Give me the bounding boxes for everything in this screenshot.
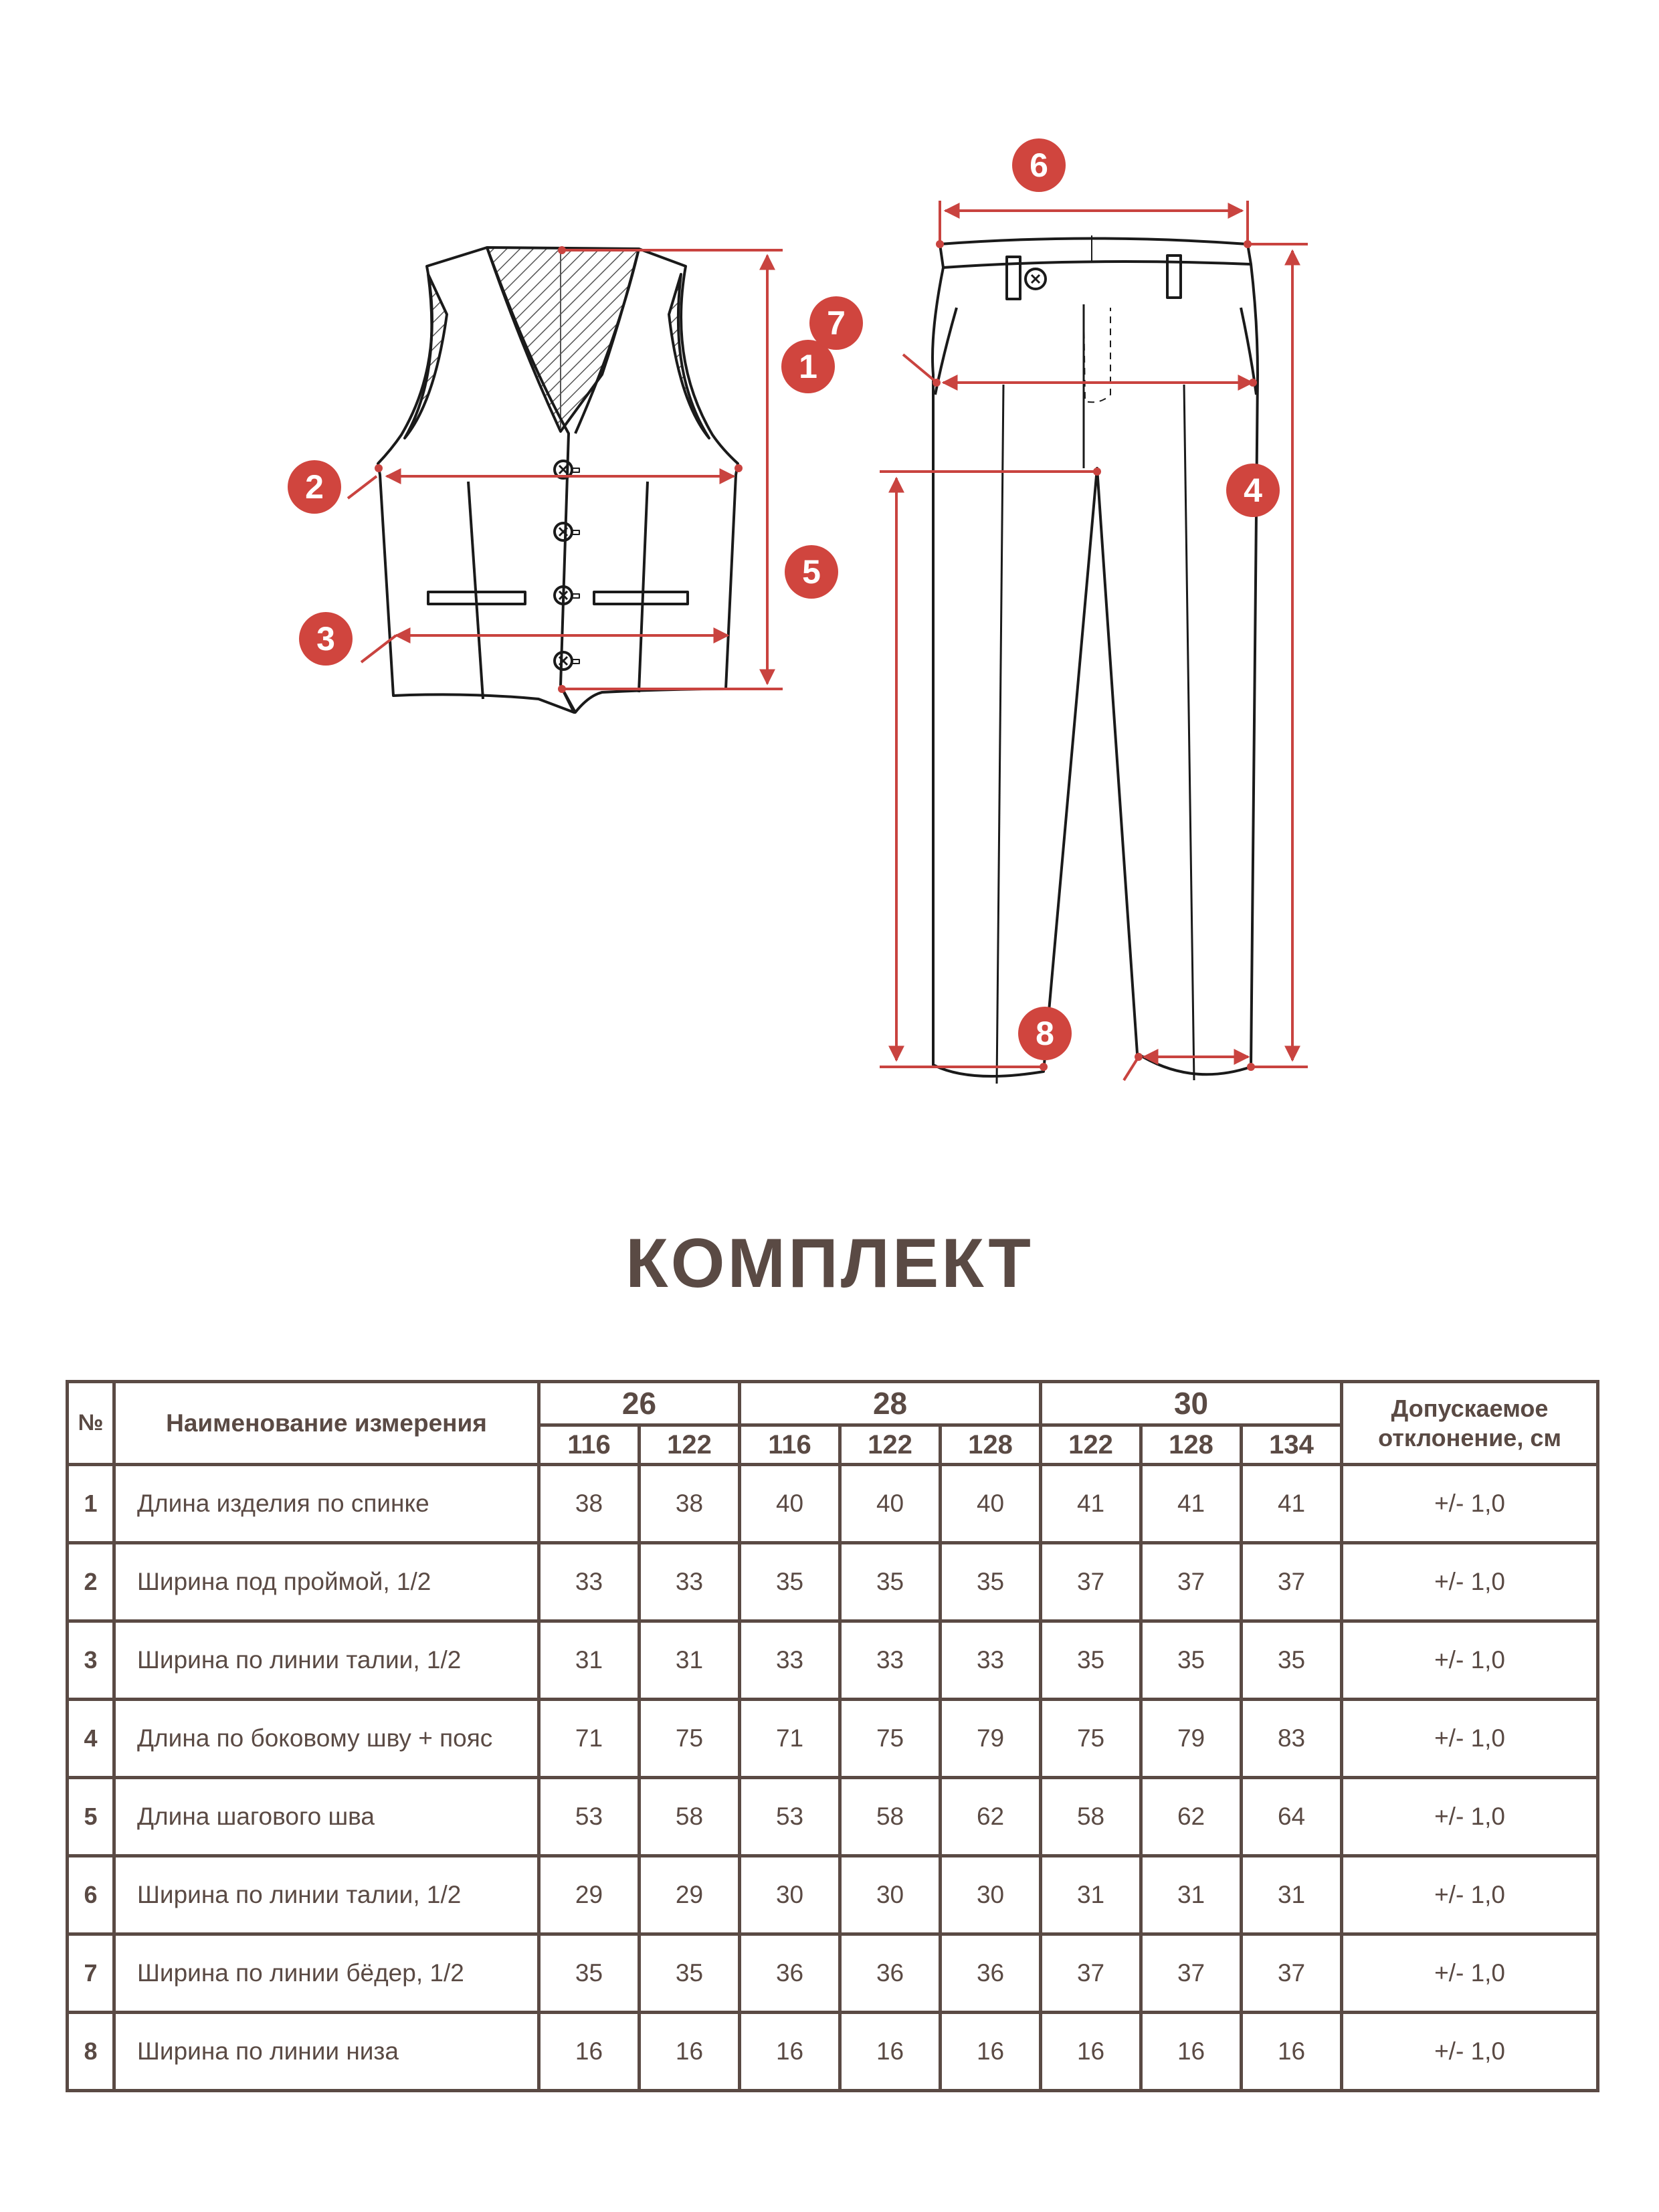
tolerance-value: +/- 1,0 <box>1342 1543 1598 1621</box>
size-value: 53 <box>539 1778 640 1856</box>
size-value: 37 <box>1041 1543 1141 1621</box>
header-size: 122 <box>640 1425 740 1465</box>
size-value: 33 <box>539 1543 640 1621</box>
size-value: 53 <box>740 1778 840 1856</box>
size-value: 16 <box>740 2013 840 2091</box>
size-value: 37 <box>1242 1934 1342 2013</box>
tolerance-value: +/- 1,0 <box>1342 1934 1598 2013</box>
size-value: 31 <box>539 1621 640 1700</box>
badge-label: 6 <box>1030 146 1048 184</box>
size-value: 29 <box>640 1856 740 1934</box>
header-size: 116 <box>740 1425 840 1465</box>
badge-label: 4 <box>1244 472 1262 509</box>
size-value: 75 <box>1041 1700 1141 1778</box>
size-value: 40 <box>941 1465 1041 1543</box>
size-value: 40 <box>840 1465 941 1543</box>
row-number: 4 <box>68 1700 114 1778</box>
header-size: 128 <box>941 1425 1041 1465</box>
size-value: 71 <box>539 1700 640 1778</box>
size-value: 16 <box>941 2013 1041 2091</box>
badge-label: 2 <box>305 468 324 506</box>
size-value: 58 <box>840 1778 941 1856</box>
header-group: 26 <box>539 1382 740 1425</box>
header-measurement-name: Наименование измерения <box>114 1382 539 1465</box>
measurement-name: Ширина по линии бёдер, 1/2 <box>114 1934 539 2013</box>
size-value: 64 <box>1242 1778 1342 1856</box>
table-row <box>68 1621 1598 1700</box>
size-value: 75 <box>840 1700 941 1778</box>
tolerance-value: +/- 1,0 <box>1342 1621 1598 1700</box>
size-value: 31 <box>1242 1856 1342 1934</box>
table-row <box>68 1465 1598 1543</box>
measurement-badge-8 <box>1018 1007 1072 1060</box>
size-value: 29 <box>539 1856 640 1934</box>
tolerance-value: +/- 1,0 <box>1342 1700 1598 1778</box>
header-group: 28 <box>740 1382 1041 1425</box>
vest-drawing <box>378 247 738 712</box>
tolerance-value: +/- 1,0 <box>1342 1465 1598 1543</box>
size-value: 30 <box>740 1856 840 1934</box>
size-value: 16 <box>1041 2013 1141 2091</box>
measurement-name: Длина шагового шва <box>114 1778 539 1856</box>
size-value: 41 <box>1242 1465 1342 1543</box>
row-number: 5 <box>68 1778 114 1856</box>
size-value: 40 <box>740 1465 840 1543</box>
size-value: 35 <box>941 1543 1041 1621</box>
header-size: 134 <box>1242 1425 1342 1465</box>
size-value: 33 <box>740 1621 840 1700</box>
size-value: 75 <box>640 1700 740 1778</box>
size-value: 41 <box>1041 1465 1141 1543</box>
row-number: 2 <box>68 1543 114 1621</box>
size-value: 58 <box>640 1778 740 1856</box>
size-value: 16 <box>1242 2013 1342 2091</box>
size-value: 35 <box>1041 1621 1141 1700</box>
size-value: 37 <box>1141 1934 1242 2013</box>
badge-label: 3 <box>316 620 335 658</box>
table-row <box>68 2013 1598 2091</box>
size-value: 35 <box>1141 1621 1242 1700</box>
size-value: 83 <box>1242 1700 1342 1778</box>
row-number: 3 <box>68 1621 114 1700</box>
size-value: 16 <box>1141 2013 1242 2091</box>
size-table <box>66 1380 1599 2092</box>
size-value: 35 <box>640 1934 740 2013</box>
size-value: 33 <box>640 1543 740 1621</box>
trousers-drawing <box>933 235 1258 1084</box>
size-value: 35 <box>840 1543 941 1621</box>
size-value: 36 <box>740 1934 840 2013</box>
size-value: 79 <box>941 1700 1041 1778</box>
badge-label: 1 <box>799 348 817 385</box>
table-body <box>68 1465 1598 2091</box>
measurement-badge-6 <box>1012 138 1066 192</box>
badge-label: 8 <box>1036 1015 1054 1052</box>
size-value: 35 <box>740 1543 840 1621</box>
size-value: 16 <box>840 2013 941 2091</box>
size-value: 37 <box>1242 1543 1342 1621</box>
size-value: 37 <box>1141 1543 1242 1621</box>
header-group: 30 <box>1041 1382 1342 1425</box>
table-row <box>68 1934 1598 2013</box>
measurement-badge-7 <box>809 296 863 350</box>
size-value: 58 <box>1041 1778 1141 1856</box>
size-value: 31 <box>1141 1856 1242 1934</box>
size-value: 38 <box>539 1465 640 1543</box>
badge-label: 5 <box>802 553 821 591</box>
measurement-badge-5 <box>785 545 838 599</box>
measurement-name: Ширина под проймой, 1/2 <box>114 1543 539 1621</box>
tolerance-value: +/- 1,0 <box>1342 1856 1598 1934</box>
row-number: 1 <box>68 1465 114 1543</box>
size-value: 71 <box>740 1700 840 1778</box>
measurement-badge-2 <box>288 460 341 514</box>
row-number: 8 <box>68 2013 114 2091</box>
header-number: № <box>68 1382 114 1465</box>
size-value: 41 <box>1141 1465 1242 1543</box>
table-row <box>68 1856 1598 1934</box>
table-row <box>68 1778 1598 1856</box>
header-size: 128 <box>1141 1425 1242 1465</box>
size-value: 37 <box>1041 1934 1141 2013</box>
size-value: 35 <box>539 1934 640 2013</box>
size-value: 33 <box>840 1621 941 1700</box>
measurement-name: Ширина по линии талии, 1/2 <box>114 1856 539 1934</box>
size-value: 36 <box>840 1934 941 2013</box>
tolerance-value: +/- 1,0 <box>1342 2013 1598 2091</box>
size-value: 31 <box>640 1621 740 1700</box>
table-row <box>68 1700 1598 1778</box>
measurement-badge-3 <box>299 612 353 666</box>
measurement-name: Длина по боковому шву + пояс <box>114 1700 539 1778</box>
header-size: 122 <box>1041 1425 1141 1465</box>
size-value: 38 <box>640 1465 740 1543</box>
header-size: 116 <box>539 1425 640 1465</box>
size-value: 62 <box>941 1778 1041 1856</box>
size-value: 79 <box>1141 1700 1242 1778</box>
measurement-badge-4 <box>1226 464 1280 517</box>
measurement-name: Ширина по линии низа <box>114 2013 539 2091</box>
size-value: 35 <box>1242 1621 1342 1700</box>
page-title: КОМПЛЕКТ <box>625 1225 1034 1302</box>
size-value: 33 <box>941 1621 1041 1700</box>
row-number: 7 <box>68 1934 114 2013</box>
size-value: 16 <box>640 2013 740 2091</box>
row-number: 6 <box>68 1856 114 1934</box>
size-value: 36 <box>941 1934 1041 2013</box>
size-value: 30 <box>840 1856 941 1934</box>
header-size: 122 <box>840 1425 941 1465</box>
badge-label: 7 <box>827 304 846 342</box>
size-value: 16 <box>539 2013 640 2091</box>
table-row <box>68 1543 1598 1621</box>
measurement-badges <box>288 138 1280 1060</box>
size-value: 62 <box>1141 1778 1242 1856</box>
header-tolerance: Допускаемое отклонение, см <box>1342 1382 1598 1465</box>
size-value: 31 <box>1041 1856 1141 1934</box>
trousers-measurements <box>880 201 1308 1080</box>
tolerance-value: +/- 1,0 <box>1342 1778 1598 1856</box>
measurement-name: Длина изделия по спинке <box>114 1465 539 1543</box>
size-value: 30 <box>941 1856 1041 1934</box>
measurement-name: Ширина по линии талии, 1/2 <box>114 1621 539 1700</box>
